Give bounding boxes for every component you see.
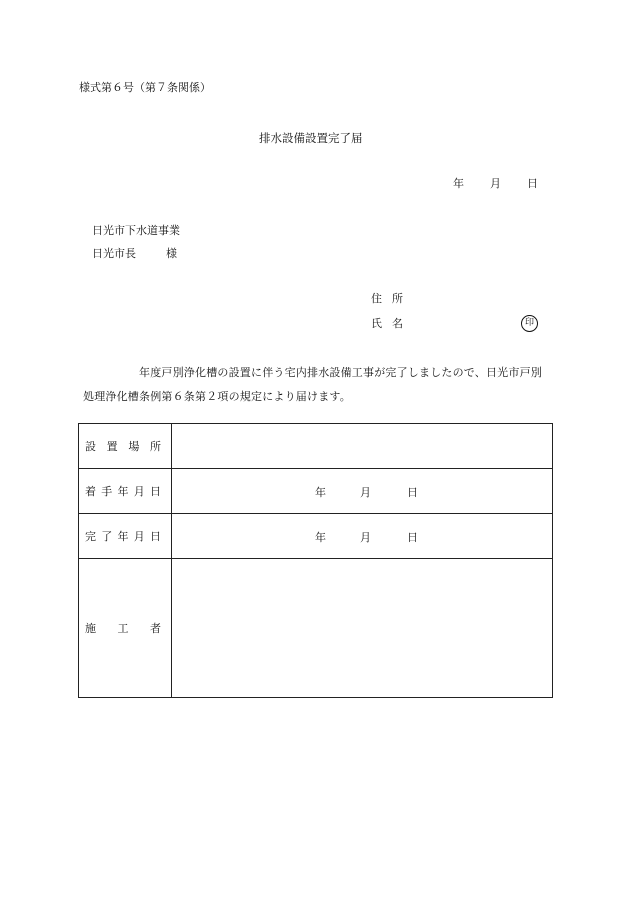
addressee-honorific: 様 bbox=[166, 247, 177, 260]
contractor-value-cell[interactable] bbox=[172, 559, 553, 698]
label-char: 工 bbox=[117, 622, 129, 635]
start-date bbox=[172, 484, 552, 498]
submission-date-month: 月 bbox=[490, 177, 501, 190]
address-label: 住所 bbox=[371, 292, 413, 305]
submission-date-year: 年 bbox=[453, 177, 464, 190]
submission-date-day: 日 bbox=[527, 177, 538, 190]
completion-date-month: 月 bbox=[360, 531, 371, 544]
table-label-cell bbox=[79, 514, 172, 559]
seal-mark: 印 bbox=[521, 315, 538, 332]
label-start-date bbox=[85, 483, 161, 499]
label-char: 年 bbox=[117, 530, 129, 543]
label-completion-date bbox=[85, 528, 161, 544]
label-char: 施 bbox=[85, 622, 96, 635]
addressee-title: 日光市長 bbox=[92, 247, 136, 260]
form-number: 様式第６号（第７条関係） bbox=[79, 81, 211, 94]
name-label: 氏名 bbox=[371, 317, 413, 330]
table-row bbox=[79, 469, 553, 514]
site-value-cell[interactable] bbox=[172, 424, 553, 469]
label-char: 日 bbox=[150, 485, 161, 498]
table-row bbox=[79, 514, 553, 559]
start-date-day: 日 bbox=[407, 486, 418, 499]
label-char: 月 bbox=[133, 530, 145, 543]
completion-date bbox=[172, 529, 552, 543]
completion-date-cell[interactable] bbox=[172, 514, 553, 559]
completion-date-day: 日 bbox=[407, 531, 418, 544]
start-date-month: 月 bbox=[360, 486, 371, 499]
start-date-cell[interactable] bbox=[172, 469, 553, 514]
table-label-cell bbox=[79, 469, 172, 514]
label-char: 場 bbox=[128, 440, 140, 453]
addressee-line-1: 日光市下水道事業 bbox=[92, 224, 180, 237]
submission-date bbox=[453, 177, 538, 191]
table-row bbox=[79, 559, 553, 698]
label-char: 年 bbox=[117, 485, 129, 498]
table-label-cell bbox=[79, 424, 172, 469]
details-table bbox=[78, 423, 553, 698]
start-date-year: 年 bbox=[315, 486, 326, 499]
label-char: 設 bbox=[85, 440, 96, 453]
label-char: 完 bbox=[85, 530, 96, 543]
addressee-line-2 bbox=[92, 247, 177, 261]
label-char: 着 bbox=[85, 485, 96, 498]
label-contractor bbox=[85, 620, 161, 636]
completion-date-year: 年 bbox=[315, 531, 326, 544]
label-char: 月 bbox=[133, 485, 145, 498]
label-char: 所 bbox=[149, 440, 161, 453]
document-title: 排水設備設置完了届 bbox=[259, 131, 363, 145]
body-text: 年度戸別浄化槽の設置に伴う宅内排水設備工事が完了しましたので、日光市戸別処理浄化槽条例第６条第２項の規定により届けます。 bbox=[83, 366, 542, 403]
label-char: 置 bbox=[106, 440, 118, 453]
label-site bbox=[85, 438, 161, 454]
label-char: 手 bbox=[101, 485, 113, 498]
label-char: 日 bbox=[150, 530, 161, 543]
label-char: 者 bbox=[150, 622, 161, 635]
table-row bbox=[79, 424, 553, 469]
table-label-cell bbox=[79, 559, 172, 698]
label-char: 了 bbox=[101, 530, 113, 543]
